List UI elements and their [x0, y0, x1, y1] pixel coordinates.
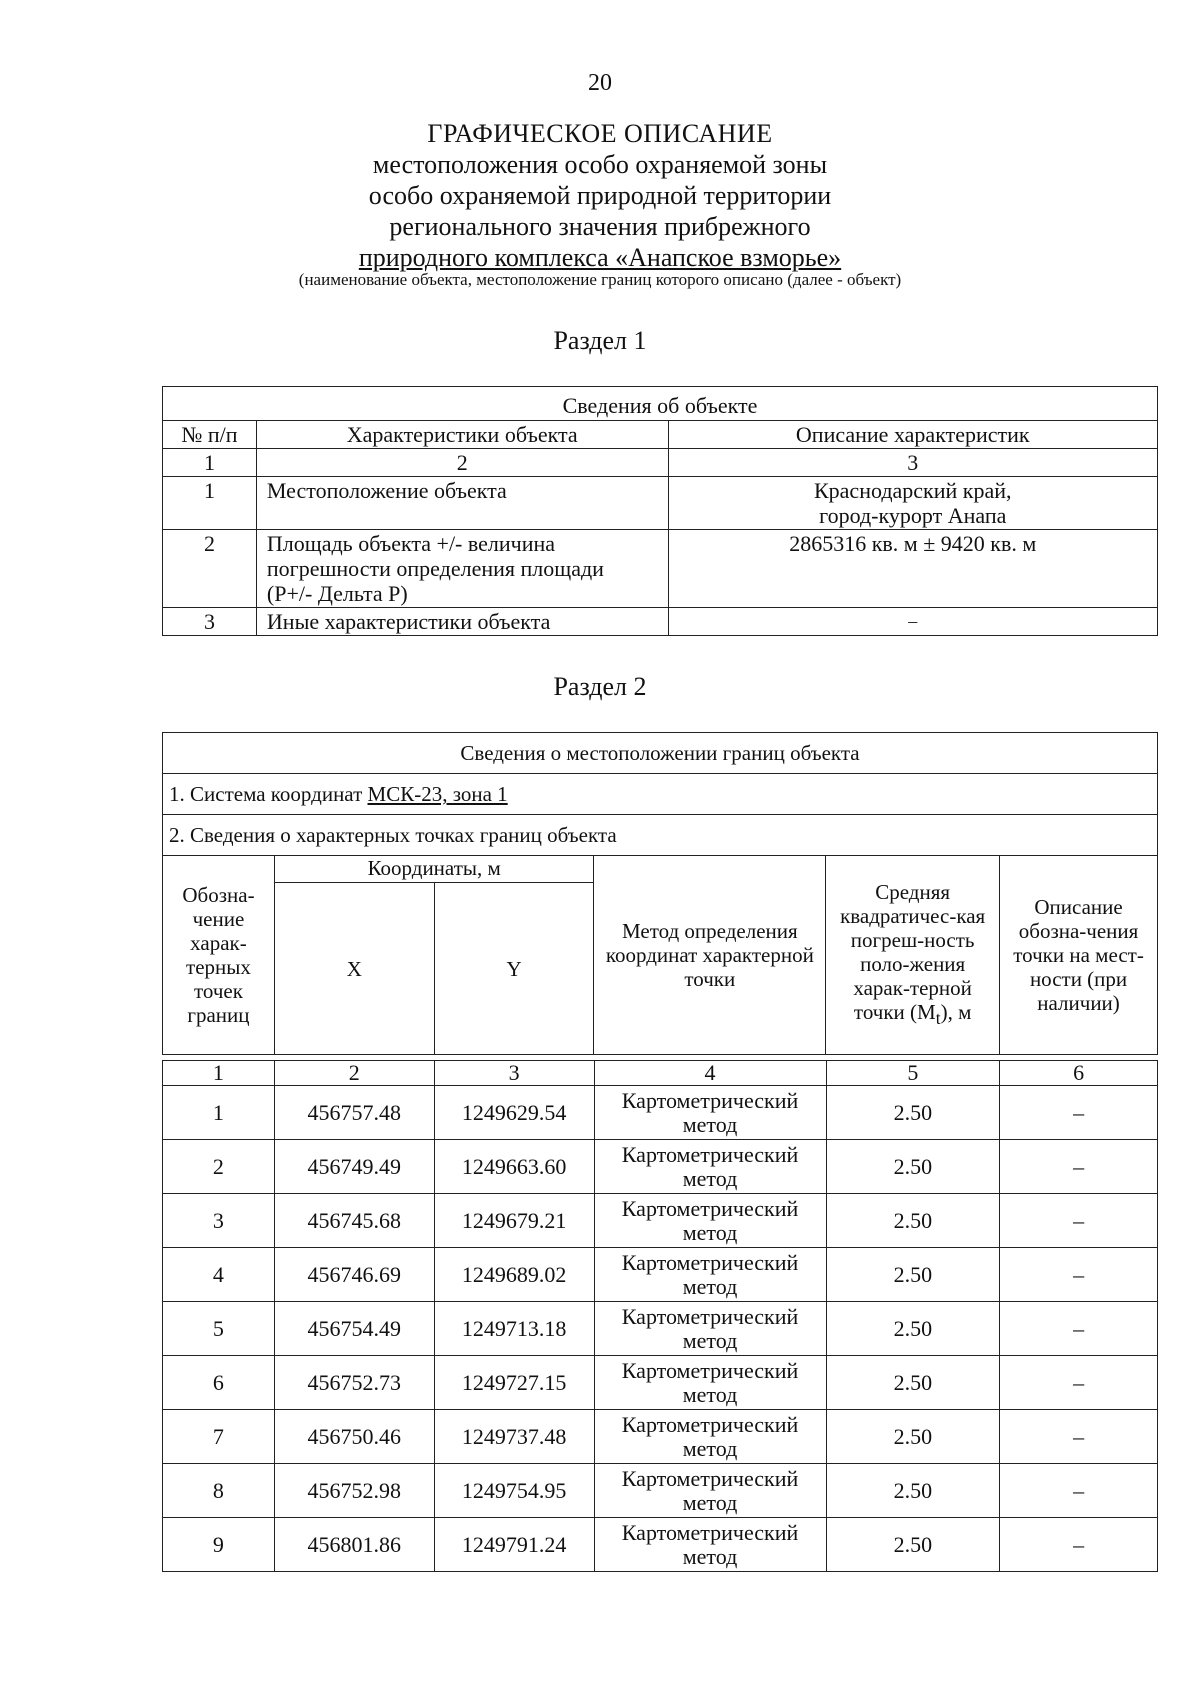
boundary-info-header-table: [162, 732, 1158, 1055]
coord-x: 456749.49: [274, 1140, 434, 1194]
points-body: [163, 1086, 1158, 1572]
method-line: Картометрический: [621, 1087, 799, 1113]
header-description: Описание обозна-чения точки на мест-ности (при наличии): [1000, 856, 1158, 1055]
method-line: Картометрический: [621, 1195, 799, 1221]
table-title: Сведения о местоположении границ объекта: [163, 733, 1158, 774]
table-row: [163, 1086, 1158, 1140]
section2-heading: Раздел 2: [553, 672, 647, 701]
coord-x: 456801.86: [274, 1518, 434, 1572]
column-header: № п/п: [163, 421, 257, 449]
error-value: 2.50: [826, 1464, 1000, 1518]
method-line: Картометрический: [621, 1411, 799, 1437]
description-cell: [668, 477, 1157, 530]
title-main: ГРАФИЧЕСКОЕ ОПИСАНИЕ: [427, 119, 773, 148]
method: [594, 1464, 826, 1518]
point-number: 5: [163, 1302, 275, 1356]
coord-y: 1249727.15: [434, 1356, 594, 1410]
method: [594, 1140, 826, 1194]
coord-x: 456752.98: [274, 1464, 434, 1518]
coord-x: 456750.46: [274, 1410, 434, 1464]
method-line: Картометрический: [621, 1357, 799, 1383]
point-description: –: [1000, 1464, 1158, 1518]
header-error-text: Средняя квадратичес-кая погреш-ность поло-жения харак-терной точки: [840, 879, 986, 1024]
table-row: [163, 1302, 1158, 1356]
title-line-underlined: природного комплекса «Анапское взморье»: [358, 243, 842, 272]
error-sub: t: [935, 1008, 941, 1029]
coord-x: 456757.48: [274, 1086, 434, 1140]
method-line: Картометрический: [621, 1249, 799, 1275]
section1-heading: Раздел 1: [553, 326, 647, 355]
method: [594, 1248, 826, 1302]
method-line: метод: [682, 1543, 738, 1569]
method: [594, 1086, 826, 1140]
characteristic-line: (P+/- Дельта P): [266, 581, 408, 606]
error-value: 2.50: [826, 1302, 1000, 1356]
method-line: метод: [682, 1381, 738, 1407]
method-line: Картометрический: [621, 1141, 799, 1167]
header-y: Y: [434, 883, 594, 1055]
coord-y: 1249689.02: [434, 1248, 594, 1302]
title-line: местоположения особо охраняемой зоны: [372, 150, 828, 179]
table-row: [163, 477, 1158, 530]
title-line: особо охраняемой природной территории: [368, 181, 832, 210]
title-caption: (наименование объекта, местоположение границ которого описано (далее - объект): [298, 270, 902, 289]
coord-y: 1249663.60: [434, 1140, 594, 1194]
table-row: [163, 1464, 1158, 1518]
object-info-table: [162, 386, 1158, 636]
point-number: 2: [163, 1140, 275, 1194]
table-row: [163, 1194, 1158, 1248]
method-line: метод: [682, 1273, 738, 1299]
point-number: 6: [163, 1356, 275, 1410]
column-number: 3: [434, 1061, 594, 1086]
point-description: –: [1000, 1086, 1158, 1140]
coord-y: 1249713.18: [434, 1302, 594, 1356]
table-row: [163, 1248, 1158, 1302]
point-description: –: [1000, 1518, 1158, 1572]
error-mt: (M: [910, 999, 936, 1024]
method: [594, 1194, 826, 1248]
point-description: –: [1000, 1356, 1158, 1410]
method-line: метод: [682, 1165, 738, 1191]
method-line: метод: [682, 1327, 738, 1353]
method-line: метод: [682, 1219, 738, 1245]
coordinate-system-label: 1. Система координат: [169, 782, 368, 806]
coord-y: 1249629.54: [434, 1086, 594, 1140]
page-number: 20: [588, 70, 612, 96]
table-row: [163, 530, 1158, 608]
header-designation: Обозна- чение харак- терных точек границ: [163, 856, 275, 1055]
error-value: 2.50: [826, 1248, 1000, 1302]
point-description: –: [1000, 1410, 1158, 1464]
error-value: 2.50: [826, 1086, 1000, 1140]
description-cell: –: [668, 608, 1157, 636]
column-number: 1: [163, 1061, 275, 1086]
coord-y: 1249679.21: [434, 1194, 594, 1248]
coord-x: 456754.49: [274, 1302, 434, 1356]
method-line: метод: [682, 1111, 738, 1137]
column-number: 3: [668, 449, 1157, 477]
point-number: 7: [163, 1410, 275, 1464]
characteristic-cell: Местоположение объекта: [256, 477, 668, 530]
method-line: Картометрический: [621, 1303, 799, 1329]
error-value: 2.50: [826, 1140, 1000, 1194]
table-row: [163, 1140, 1158, 1194]
column-number: 5: [826, 1061, 1000, 1086]
coordinate-system-value: МСК-23, зона 1: [367, 782, 508, 806]
method-line: Картометрический: [621, 1519, 799, 1545]
coord-y: 1249791.24: [434, 1518, 594, 1572]
points-title: 2. Сведения о характерных точках границ объекта: [163, 815, 1158, 856]
method: [594, 1410, 826, 1464]
point-description: –: [1000, 1140, 1158, 1194]
column-number: 6: [1000, 1061, 1158, 1086]
point-number: 9: [163, 1518, 275, 1572]
characteristic-cell: [256, 530, 668, 608]
error-value: 2.50: [826, 1356, 1000, 1410]
description-line: Краснодарский край,: [813, 478, 1012, 503]
description-line: город-курорт Анапа: [819, 503, 1007, 528]
table-row: [163, 1518, 1158, 1572]
error-unit: ), м: [940, 999, 972, 1024]
row-number: 2: [163, 530, 257, 608]
error-value: 2.50: [826, 1518, 1000, 1572]
description-cell: 2865316 кв. м ± 9420 кв. м: [668, 530, 1157, 608]
coord-x: 456746.69: [274, 1248, 434, 1302]
method: [594, 1356, 826, 1410]
point-description: –: [1000, 1248, 1158, 1302]
point-description: –: [1000, 1194, 1158, 1248]
document-title: [0, 118, 1200, 273]
coordinate-system: [163, 774, 1158, 815]
error-value: 2.50: [826, 1410, 1000, 1464]
point-description: –: [1000, 1302, 1158, 1356]
header-coordinates: Координаты, м: [274, 856, 594, 883]
error-value: 2.50: [826, 1194, 1000, 1248]
column-header: Характеристики объекта: [256, 421, 668, 449]
header-error-unit: [910, 999, 972, 1029]
header-error: [826, 856, 1000, 1055]
boundary-points-table: [162, 1060, 1158, 1572]
column-number: 1: [163, 449, 257, 477]
method: [594, 1302, 826, 1356]
title-line: регионального значения прибрежного: [389, 212, 811, 241]
method: [594, 1518, 826, 1572]
header-method: Метод определения координат характерной точки: [594, 856, 826, 1055]
characteristic-line: Площадь объекта +/- величина: [266, 531, 556, 556]
column-header: Описание характеристик: [668, 421, 1157, 449]
table-row: [163, 1410, 1158, 1464]
table-row: [163, 1356, 1158, 1410]
coord-y: 1249737.48: [434, 1410, 594, 1464]
point-number: 3: [163, 1194, 275, 1248]
point-number: 4: [163, 1248, 275, 1302]
method-line: метод: [682, 1489, 738, 1515]
row-number: 3: [163, 608, 257, 636]
coord-y: 1249754.95: [434, 1464, 594, 1518]
characteristic-cell: Иные характеристики объекта: [256, 608, 668, 636]
method-line: метод: [682, 1435, 738, 1461]
header-x: X: [274, 883, 434, 1055]
coord-x: 456745.68: [274, 1194, 434, 1248]
column-number: 2: [256, 449, 668, 477]
coord-x: 456752.73: [274, 1356, 434, 1410]
column-number: 4: [594, 1061, 826, 1086]
table-row: [163, 608, 1158, 636]
column-number: 2: [274, 1061, 434, 1086]
point-number: 8: [163, 1464, 275, 1518]
row-number: 1: [163, 477, 257, 530]
table-title: Сведения об объекте: [163, 387, 1158, 421]
point-number: 1: [163, 1086, 275, 1140]
characteristic-line: погрешности определения площади: [266, 556, 604, 581]
method-line: Картометрический: [621, 1465, 799, 1491]
